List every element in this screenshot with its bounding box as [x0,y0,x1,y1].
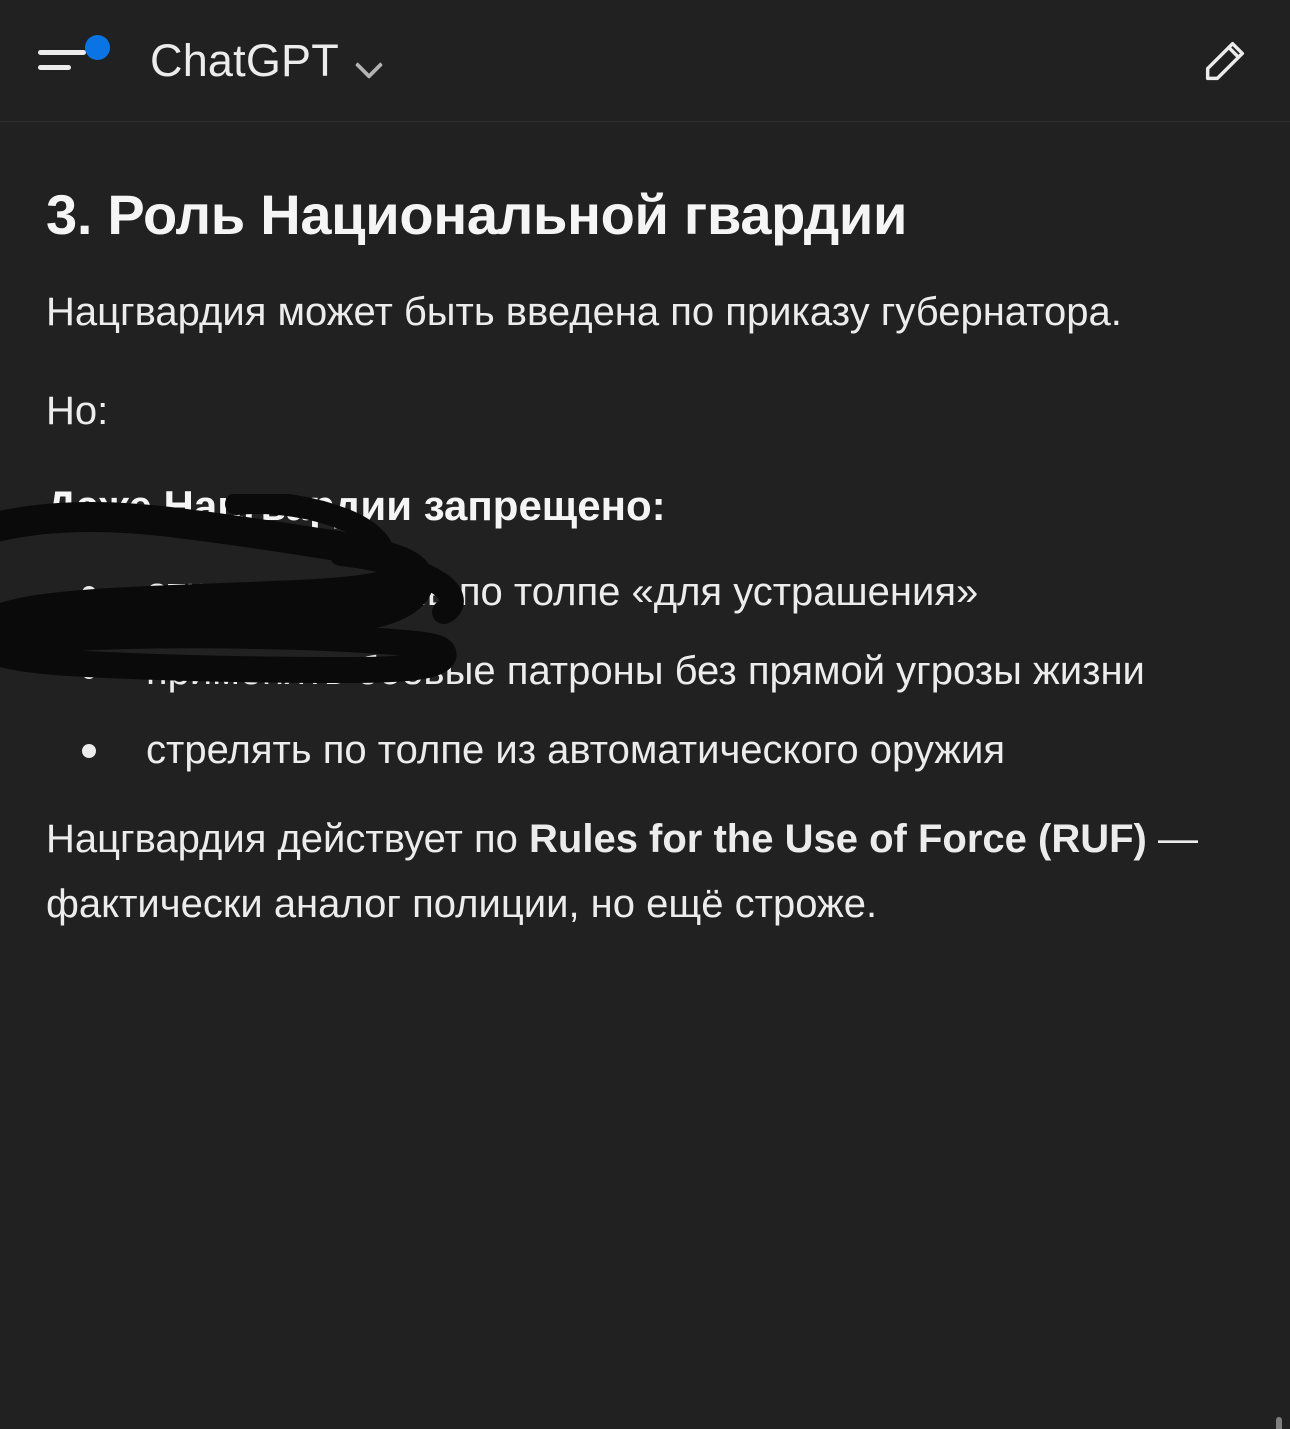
vertical-scrollbar[interactable] [1276,1417,1282,1429]
subheading-prohibited: Даже Нацгвардии запрещено: [46,481,666,529]
page-title: ChatGPT [150,34,339,86]
top-app-bar [0,0,1290,122]
assistant-message [0,122,1290,1429]
paragraph-ruf [46,807,1230,937]
sidebar-menu-button[interactable] [38,29,102,93]
list-item: открывать огонь по толпе «для устрашения» [46,560,1230,625]
model-selector[interactable] [150,35,383,87]
hamburger-menu-icon [38,46,88,76]
top-bar-actions [1194,30,1256,92]
list-item: стрелять по толпе из автоматического оружия [46,718,1230,783]
paragraph-governor-order: Нацгвардия может быть введена по приказу губернатора. [46,290,1122,335]
section-heading: 3. Роль Национальной гвардии [46,183,908,246]
prohibited-actions-list [46,560,1230,782]
ruf-text-tail: — фактически аналог полиции, но ещё строже. [46,816,1198,926]
list-item: применять боевые патроны без прямой угрозы жизни [46,639,1230,704]
notification-dot-badge [85,35,110,60]
ruf-text-lead: Нацгвардия действует по [46,816,530,861]
paragraph-but: Но: [46,388,109,433]
new-chat-button[interactable] [1194,30,1256,92]
ruf-text-bold: Rules for the Use of Force (RUF) [529,816,1147,861]
compose-new-chat-icon [1199,35,1251,87]
chevron-down-icon [357,53,383,79]
